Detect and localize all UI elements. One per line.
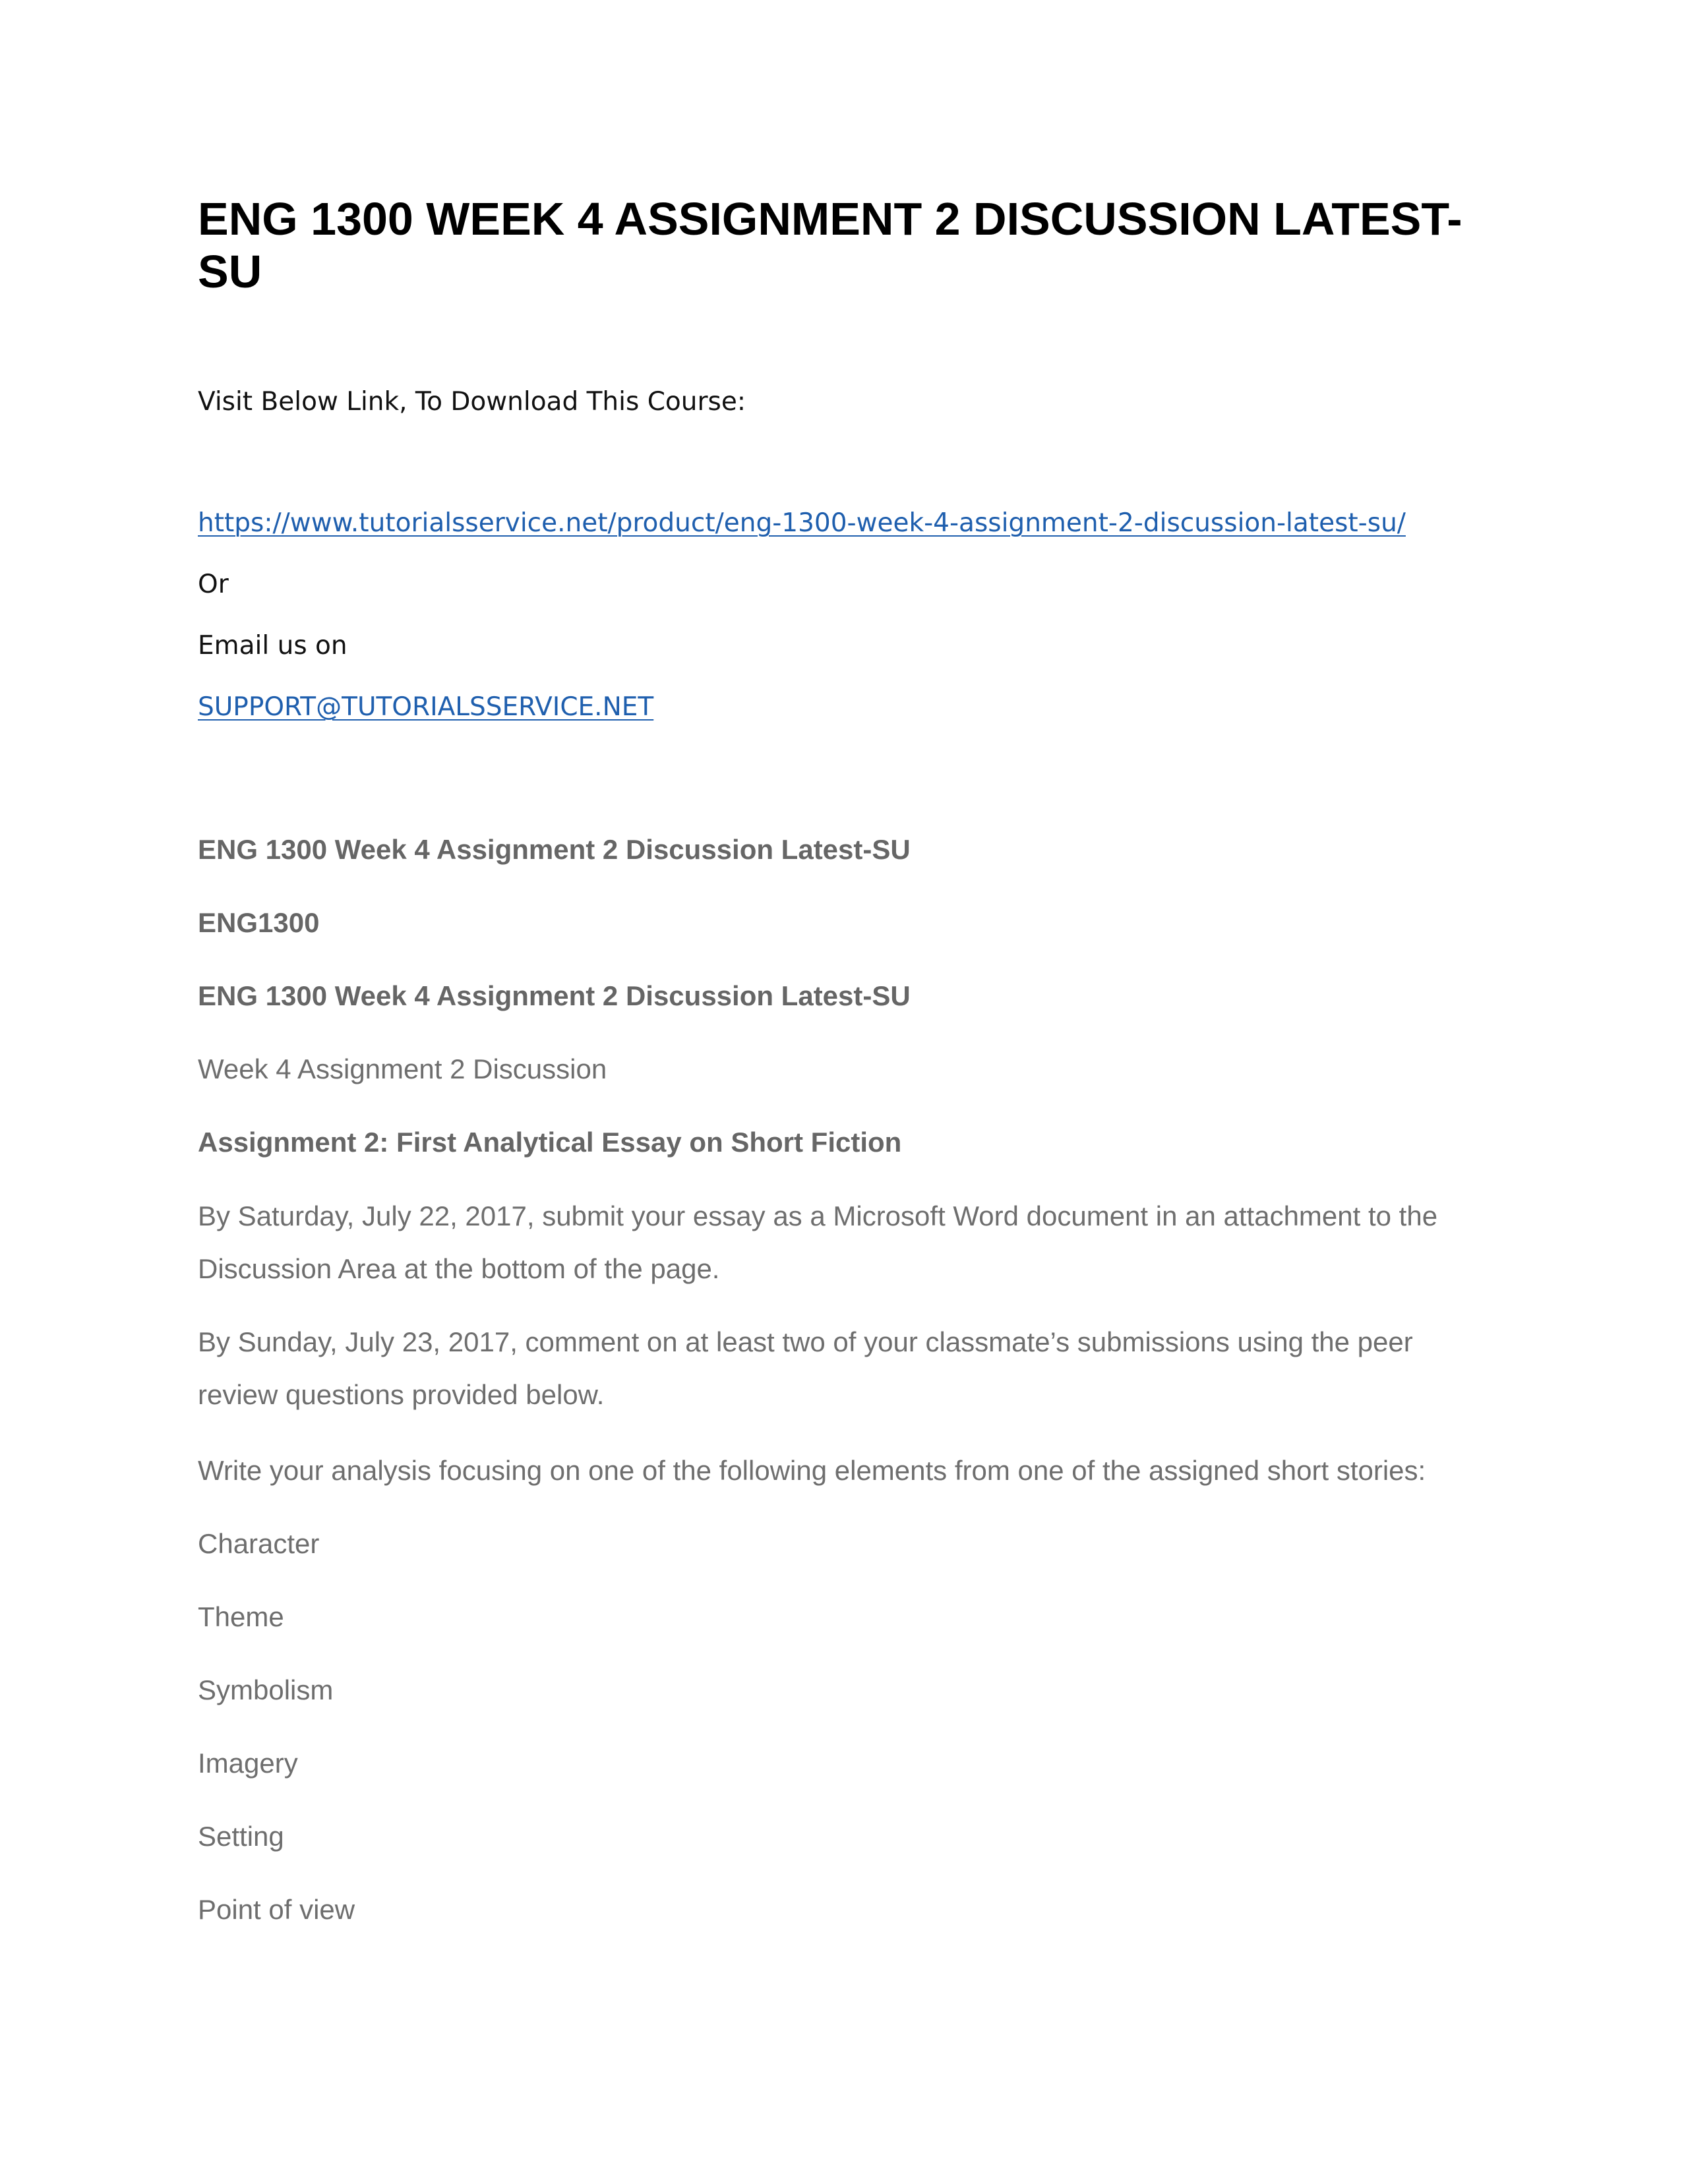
email-link[interactable]: SUPPORT@TUTORIALSSERVICE.NET [198, 692, 654, 722]
email-link-line [198, 692, 653, 723]
email-prompt: Email us on [198, 631, 347, 661]
product-link-line [198, 508, 1406, 539]
list-item-point-of-view: Point of view [198, 1894, 355, 1925]
product-link[interactable]: https://www.tutorialsservice.net/product/eng-1300-week-4-assignment-2-discussion-latest-su/ [198, 508, 1406, 538]
body-heading-1: ENG 1300 Week 4 Assignment 2 Discussion Latest-SU [198, 834, 911, 865]
list-item-character: Character [198, 1528, 320, 1559]
paragraph-instructions: Write your analysis focusing on one of the following elements from one of the assigned short stories: [198, 1455, 1426, 1486]
subheading: Week 4 Assignment 2 Discussion [198, 1053, 607, 1084]
body-heading-2: ENG 1300 Week 4 Assignment 2 Discussion Latest-SU [198, 980, 911, 1011]
intro-text: Visit Below Link, To Download This Course: [198, 387, 746, 417]
paragraph-sunday: By Sunday, July 23, 2017, comment on at least two of your classmate’s submissions using the peer review questions provided below. [198, 1326, 1413, 1410]
document-title: ENG 1300 WEEK 4 ASSIGNMENT 2 DISCUSSION LATEST-SU [198, 193, 1462, 297]
list-item-theme: Theme [198, 1601, 284, 1632]
or-text: Or [198, 570, 229, 599]
course-code: ENG1300 [198, 907, 320, 938]
list-item-symbolism: Symbolism [198, 1674, 334, 1705]
paragraph-saturday: By Saturday, July 22, 2017, submit your essay as a Microsoft Word document in an attachment to the Discussion Area at the bottom of the page. [198, 1200, 1438, 1284]
list-item-setting: Setting [198, 1821, 284, 1852]
list-item-imagery: Imagery [198, 1748, 298, 1779]
assignment-title: Assignment 2: First Analytical Essay on Short Fiction [198, 1127, 902, 1158]
